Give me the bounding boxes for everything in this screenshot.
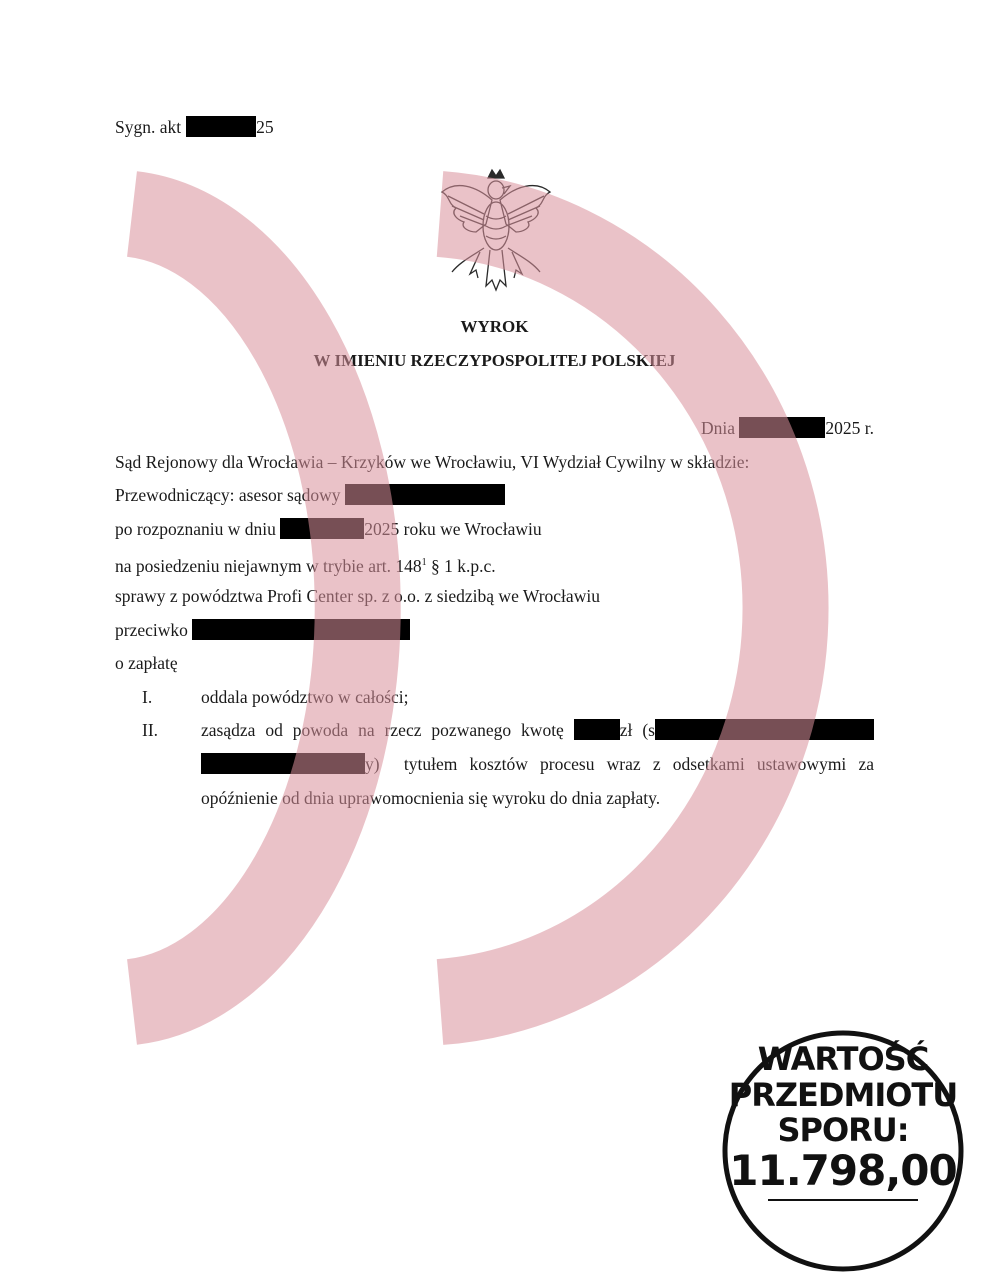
case-signature xyxy=(115,116,274,138)
redaction-bar xyxy=(192,619,410,640)
date-prefix: Dnia xyxy=(700,418,735,438)
signature-suffix: 25 xyxy=(256,117,274,137)
ruling-numeral-1: I. xyxy=(142,687,153,707)
ruling-2-part2: zł (s xyxy=(619,720,655,740)
document-subtitle: W IMIENIU RZECZYPOSPOLITEJ POLSKIEJ xyxy=(313,351,676,370)
ruling-2-part4: tytułem kosztów procesu wraz z odsetkami ustawowymi za opóźnienie od dnia uprawomocnienia się wyroku do dnia zapłaty. xyxy=(201,754,875,808)
ruling-text-2 xyxy=(201,713,874,815)
redaction-bar xyxy=(345,484,505,505)
presiding-judge-line xyxy=(115,484,505,506)
redaction-bar xyxy=(186,116,256,137)
against-label: przeciwko xyxy=(115,620,188,640)
subject-line: o zapłatę xyxy=(115,653,178,673)
dispute-value-stamp xyxy=(718,1028,968,1274)
stamp-line-1: WARTOŚĆ xyxy=(757,1040,929,1078)
session-text-before: na posiedzeniu niejawnym w trybie art. 148 xyxy=(115,555,422,576)
ruling-numeral-2: II. xyxy=(142,720,159,740)
date-suffix: 2025 r. xyxy=(825,418,874,438)
document-title: WYROK xyxy=(460,317,529,336)
redaction-bar xyxy=(655,719,874,740)
defendant-line xyxy=(115,619,410,641)
stamp-line-3: SPORU: xyxy=(777,1111,909,1149)
hearing-line xyxy=(115,518,542,540)
stamp-line-2: PRZEDMIOTU xyxy=(728,1076,958,1114)
redaction-bar xyxy=(280,518,364,539)
ruling-2-part1: zasądza od powoda na rzecz pozwanego kwotę xyxy=(201,720,564,740)
session-superscript: 1 xyxy=(421,557,427,568)
stamp-value: 11.798,00 xyxy=(729,1146,957,1195)
session-text-after: § 1 k.p.c. xyxy=(426,555,496,576)
redaction-bar xyxy=(574,719,620,740)
case-parties-line: sprawy z powództwa Profi Center sp. z o.o. z siedzibą we Wrocławiu xyxy=(115,586,600,606)
presiding-label: Przewodniczący: asesor sądowy xyxy=(115,485,341,505)
hearing-prefix: po rozpoznaniu w dniu xyxy=(115,519,276,539)
court-line: Sąd Rejonowy dla Wrocławia – Krzyków we Wrocławiu, VI Wydział Cywilny w składzie: xyxy=(115,452,750,472)
redaction-bar xyxy=(201,753,365,774)
hearing-suffix: 2025 roku we Wrocławiu xyxy=(364,519,542,539)
ruling-2-part3: y) xyxy=(365,754,380,774)
signature-prefix: Sygn. akt xyxy=(115,117,182,137)
date-line xyxy=(701,417,874,439)
ruling-text-1: oddala powództwo w całości; xyxy=(201,687,409,707)
session-line xyxy=(115,552,496,577)
redaction-bar xyxy=(739,417,825,438)
eagle-emblem-icon xyxy=(436,166,556,296)
